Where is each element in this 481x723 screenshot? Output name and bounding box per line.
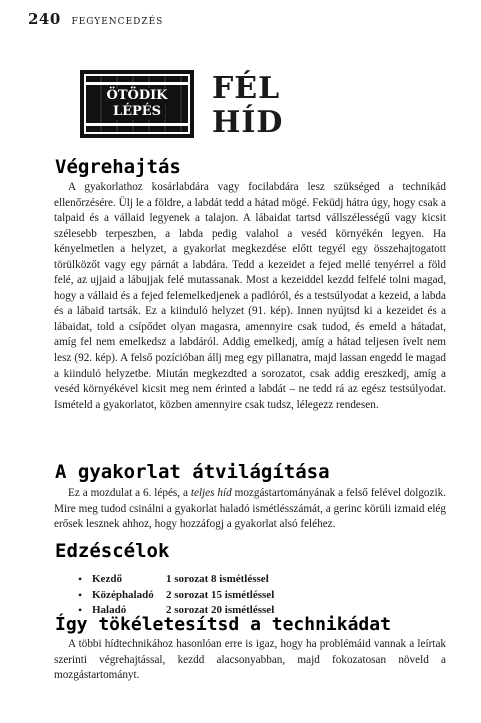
goal-row	[78, 588, 274, 604]
goal-value: 2 sorozat 20 ismétléssel	[166, 604, 275, 616]
section-text-technique: A többi hídtechnikához hasonlóan erre is igaz, hogy ha problémáid vannak a leírtak szerinti végrehajtással, kezdd alacsonyabban, majd fokozatosan növeld a mozgástartományt.	[54, 638, 446, 682]
badge-rule-bottom	[86, 123, 188, 126]
page-number: 240	[28, 10, 61, 28]
section-heading-technique: Így tökéletesítsd a technikádat	[55, 614, 391, 635]
exercise-title	[212, 72, 283, 140]
section-heading-goals: Edzéscélok	[55, 540, 170, 562]
goal-level: Középhaladó	[92, 588, 154, 601]
goal-level: Haladó	[92, 604, 127, 616]
section-heading-execution: Végrehajtás	[55, 156, 181, 178]
goals-list	[78, 572, 274, 619]
exercise-title-line-1: FÉL	[212, 71, 281, 106]
bullet-icon: •	[78, 587, 83, 602]
badge-line-1: ÖTÖDIK	[103, 88, 172, 104]
goal-value: 1 sorozat 8 ismétléssel	[166, 573, 269, 585]
section-text-execution: A gyakorlathoz kosárlabdára vagy focilabdára lesz szükséged a technikád ellenőrzésére. Ülj le a földre, a labdát tedd a hátad mögé. Feküdj hátra úgy, hogy csak a talpaid és a vállaid legyenek a talajon. A lábaidat tartsd vállszélességű vagy kicsit szélesebb terpeszben, a labda pedig valahol a veséd környékén legyen. Ha kényelmetlen a helyzet, a gyakorlat megkezdése előtt tegyél egy összehajtogatott törülközőt vagy egy párnát a labdára. Tedd a kezeidet a fejed mellé tenyérrel a föld felé, az ujjaid a lábujjak felé mutassanak. Most a kezeiddel kezdd felfelé tolni magad, hogy a vállaid és a fejed felemelkedjenek a padlóról, és a testsúlyodat a kezeid, a labda és a lábaid tartsák. Ez a kiinduló helyzet (91. kép). Innen nyújtsd ki a kezeidet és a lábaidat, told a csípődet olyan magasra, amennyire csak tudod, és emeld a hátadat, amíg fel nem emelkedsz a labdáról. Addig emelkedj, amíg a hátad teljesen ívelt nem lesz (92. kép). A felső pozícióban állj meg egy pillanatra, majd lassan engedd le magad a kiinduló helyzetbe. Miután megkezdted a sorozatot, csak addig ereszkedj, amíg a veséd környékével kicsit meg nem érinted a labdát – ne tedd rá az egész testsúlyodat. Ismételd a gyakorlatot, közben amennyire csak tudsz, lélegezz rendesen.	[54, 181, 446, 411]
running-title: FEGYENCEDZÉS	[71, 17, 164, 27]
badge-rule-top	[86, 82, 188, 85]
goal-value: 2 sorozat 15 ismétléssel	[166, 588, 275, 601]
exercise-title-line-2: HÍD	[212, 105, 284, 140]
step-badge	[80, 70, 194, 138]
running-header	[28, 10, 163, 28]
bullet-icon: •	[78, 572, 83, 586]
goal-row	[78, 572, 274, 588]
step-badge-frame	[84, 74, 190, 134]
overview-text-italic: teljes híd	[190, 487, 232, 499]
badge-line-2: LÉPÉS	[109, 104, 165, 120]
overview-text-b: mozgástartományának a felső felével dolgozik. Mire meg tudod csinálni a gyakorlat haladó ismétlésszámát, a gerinc körüli izmaid elég erősek lesznek ahhoz, hogy hozzáfogj a gyakorlat alsó feléhez.	[54, 487, 446, 531]
section-text-overview	[54, 486, 446, 533]
goal-level: Kezdő	[92, 573, 122, 585]
section-heading-overview: A gyakorlat átvilágítása	[55, 461, 330, 483]
overview-text-a: Ez a mozdulat a 6. lépés, a	[68, 487, 191, 499]
bullet-icon: •	[78, 603, 83, 617]
